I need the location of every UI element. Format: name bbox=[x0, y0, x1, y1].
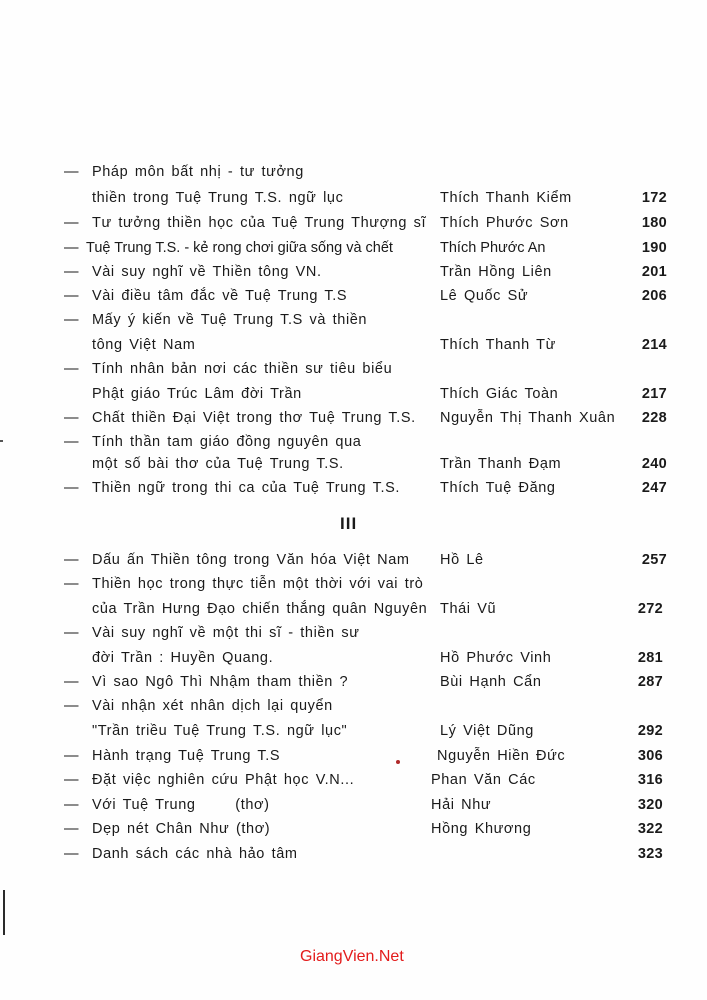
entry-author: Trần Thanh Đạm bbox=[440, 456, 562, 472]
toc-entry bbox=[0, 312, 707, 334]
toc-entry bbox=[0, 240, 703, 262]
entry-title: Danh sách các nhà hảo tâm bbox=[92, 846, 298, 862]
scan-speck bbox=[396, 760, 400, 764]
entry-dash: — bbox=[64, 821, 80, 837]
entry-page-number: 214 bbox=[641, 337, 667, 353]
entry-author: Thích Phước An bbox=[440, 240, 546, 256]
toc-entry bbox=[0, 698, 707, 720]
toc-entry bbox=[0, 625, 707, 647]
entry-title: Vài suy nghĩ về một thi sĩ - thiền sư bbox=[92, 625, 360, 641]
entry-title: Mấy ý kiến về Tuệ Trung T.S và thiền bbox=[92, 312, 368, 328]
toc-entry bbox=[0, 410, 707, 432]
entry-page-number: 247 bbox=[641, 480, 667, 496]
entry-author: Bùi Hạnh Cẩn bbox=[440, 674, 542, 690]
toc-entry-continuation bbox=[0, 723, 707, 745]
entry-dash: — bbox=[64, 264, 80, 280]
entry-author: Thái Vũ bbox=[440, 601, 497, 617]
entry-title: Thiền học trong thực tiễn một thời với vai trò bbox=[92, 576, 424, 592]
entry-dash: — bbox=[64, 164, 80, 180]
toc-entry bbox=[0, 797, 707, 819]
toc-entry-continuation bbox=[0, 601, 707, 623]
toc-entry-continuation bbox=[0, 650, 707, 672]
entry-page-number: 272 bbox=[637, 601, 663, 617]
entry-author: Hồ Lê bbox=[440, 552, 484, 568]
entry-page-number: 201 bbox=[641, 264, 667, 280]
entry-dash: — bbox=[64, 625, 80, 641]
entry-author: Hải Như bbox=[431, 797, 492, 813]
toc-entry bbox=[0, 772, 707, 794]
entry-page-number: 306 bbox=[637, 748, 663, 764]
entry-title: Chất thiền Đại Việt trong thơ Tuệ Trung T.S. bbox=[92, 410, 416, 426]
entry-title: Tư tưởng thiền học của Tuệ Trung Thượng sĩ bbox=[92, 215, 427, 231]
entry-page-number: 322 bbox=[637, 821, 663, 837]
entry-page-number: 316 bbox=[637, 772, 663, 788]
entry-dash: — bbox=[64, 674, 80, 690]
toc-entry bbox=[0, 576, 707, 598]
entry-title: Dấu ấn Thiền tông trong Văn hóa Việt Nam bbox=[92, 552, 410, 568]
toc-entry bbox=[0, 552, 707, 574]
entry-author: Nguyễn Thị Thanh Xuân bbox=[440, 410, 616, 426]
entry-title: Phật giáo Trúc Lâm đời Trần bbox=[92, 386, 302, 402]
scan-edge-mark bbox=[0, 440, 3, 442]
entry-title: đời Trần : Huyền Quang. bbox=[92, 650, 274, 666]
entry-title: Dẹp nét Chân Như (thơ) bbox=[92, 821, 271, 837]
entry-dash: — bbox=[64, 215, 80, 231]
entry-page-number: 228 bbox=[641, 410, 667, 426]
scan-edge-mark bbox=[3, 890, 5, 935]
entry-title: Tính nhân bản nơi các thiền sư tiêu biểu bbox=[92, 361, 393, 377]
entry-author: Trần Hồng Liên bbox=[440, 264, 552, 280]
entry-title: Vài nhận xét nhân dịch lại quyển bbox=[92, 698, 333, 714]
entry-dash: — bbox=[64, 698, 80, 714]
section-heading: III bbox=[340, 514, 358, 533]
entry-title: Đặt việc nghiên cứu Phật học V.N... bbox=[92, 772, 355, 788]
entry-author: Thích Giác Toàn bbox=[440, 386, 559, 402]
entry-title: của Trần Hưng Đạo chiến thắng quân Nguyên bbox=[92, 601, 428, 617]
entry-page-number: 172 bbox=[641, 190, 667, 206]
toc-entry bbox=[0, 846, 707, 868]
entry-page-number: 206 bbox=[641, 288, 667, 304]
entry-title: thiền trong Tuệ Trung T.S. ngữ lục bbox=[92, 190, 344, 206]
toc-entry-continuation bbox=[0, 386, 707, 408]
entry-dash: — bbox=[64, 846, 80, 862]
entry-author: Lê Quốc Sử bbox=[440, 288, 529, 304]
entry-dash: — bbox=[64, 288, 80, 304]
toc-entry bbox=[0, 821, 707, 843]
entry-title: tông Việt Nam bbox=[92, 337, 196, 353]
entry-dash: — bbox=[64, 748, 80, 764]
entry-author: Lý Việt Dũng bbox=[440, 723, 534, 739]
entry-title: Pháp môn bất nhị - tư tưởng bbox=[92, 164, 304, 180]
entry-title: Tuệ Trung T.S. - kẻ rong chơi giữa sống và chết bbox=[86, 240, 393, 256]
toc-entry bbox=[0, 288, 707, 310]
entry-dash: — bbox=[64, 361, 80, 377]
entry-title: một số bài thơ của Tuệ Trung T.S. bbox=[92, 456, 344, 472]
toc-entry bbox=[0, 361, 707, 383]
entry-author: Phan Văn Các bbox=[431, 772, 536, 788]
toc-entry bbox=[0, 480, 707, 502]
entry-title: "Trần triều Tuệ Trung T.S. ngữ lục" bbox=[92, 723, 348, 739]
entry-author: Thích Phước Sơn bbox=[440, 215, 569, 231]
entry-author: Thích Thanh Kiểm bbox=[440, 190, 572, 206]
entry-page-number: 257 bbox=[641, 552, 667, 568]
toc-entry bbox=[0, 164, 707, 186]
entry-title: Vài điều tâm đắc về Tuệ Trung T.S bbox=[92, 288, 348, 304]
entry-title: Với Tuệ Trung (thơ) bbox=[92, 797, 270, 813]
entry-author: Nguyễn Hiền Đức bbox=[437, 748, 566, 764]
toc-entry-continuation bbox=[0, 190, 707, 212]
watermark-link[interactable]: GiangVien.Net bbox=[300, 948, 404, 965]
toc-entry bbox=[0, 215, 707, 237]
entry-author: Thích Thanh Từ bbox=[440, 337, 556, 353]
entry-author: Hồng Khương bbox=[431, 821, 532, 837]
entry-page-number: 180 bbox=[641, 215, 667, 231]
entry-title: Hành trạng Tuệ Trung T.S bbox=[92, 748, 281, 764]
entry-page-number: 292 bbox=[637, 723, 663, 739]
entry-dash: — bbox=[64, 434, 80, 450]
entry-page-number: 217 bbox=[641, 386, 667, 402]
entry-page-number: 287 bbox=[637, 674, 663, 690]
entry-title: Vài suy nghĩ về Thiền tông VN. bbox=[92, 264, 322, 280]
toc-entry bbox=[0, 264, 707, 286]
toc-entry-continuation bbox=[0, 456, 707, 478]
entry-dash: — bbox=[64, 480, 80, 496]
entry-dash: — bbox=[64, 552, 80, 568]
entry-dash: — bbox=[64, 576, 80, 592]
entry-dash: — bbox=[64, 772, 80, 788]
toc-entry bbox=[0, 674, 707, 696]
entry-title: Vì sao Ngô Thì Nhậm tham thiền ? bbox=[92, 674, 349, 690]
entry-title: Tính thần tam giáo đồng nguyên qua bbox=[92, 434, 362, 450]
toc-entry bbox=[0, 434, 707, 456]
entry-page-number: 323 bbox=[637, 846, 663, 862]
entry-dash: — bbox=[64, 240, 79, 256]
entry-dash: — bbox=[64, 410, 80, 426]
entry-dash: — bbox=[64, 797, 80, 813]
entry-dash: — bbox=[64, 312, 80, 328]
entry-page-number: 190 bbox=[641, 240, 667, 256]
entry-page-number: 281 bbox=[637, 650, 663, 666]
toc-entry bbox=[0, 748, 707, 770]
entry-title: Thiền ngữ trong thi ca của Tuệ Trung T.S. bbox=[92, 480, 400, 496]
entry-page-number: 320 bbox=[637, 797, 663, 813]
entry-author: Thích Tuệ Đăng bbox=[440, 480, 556, 496]
toc-entry-continuation bbox=[0, 337, 707, 359]
entry-author: Hồ Phước Vinh bbox=[440, 650, 552, 666]
entry-page-number: 240 bbox=[641, 456, 667, 472]
